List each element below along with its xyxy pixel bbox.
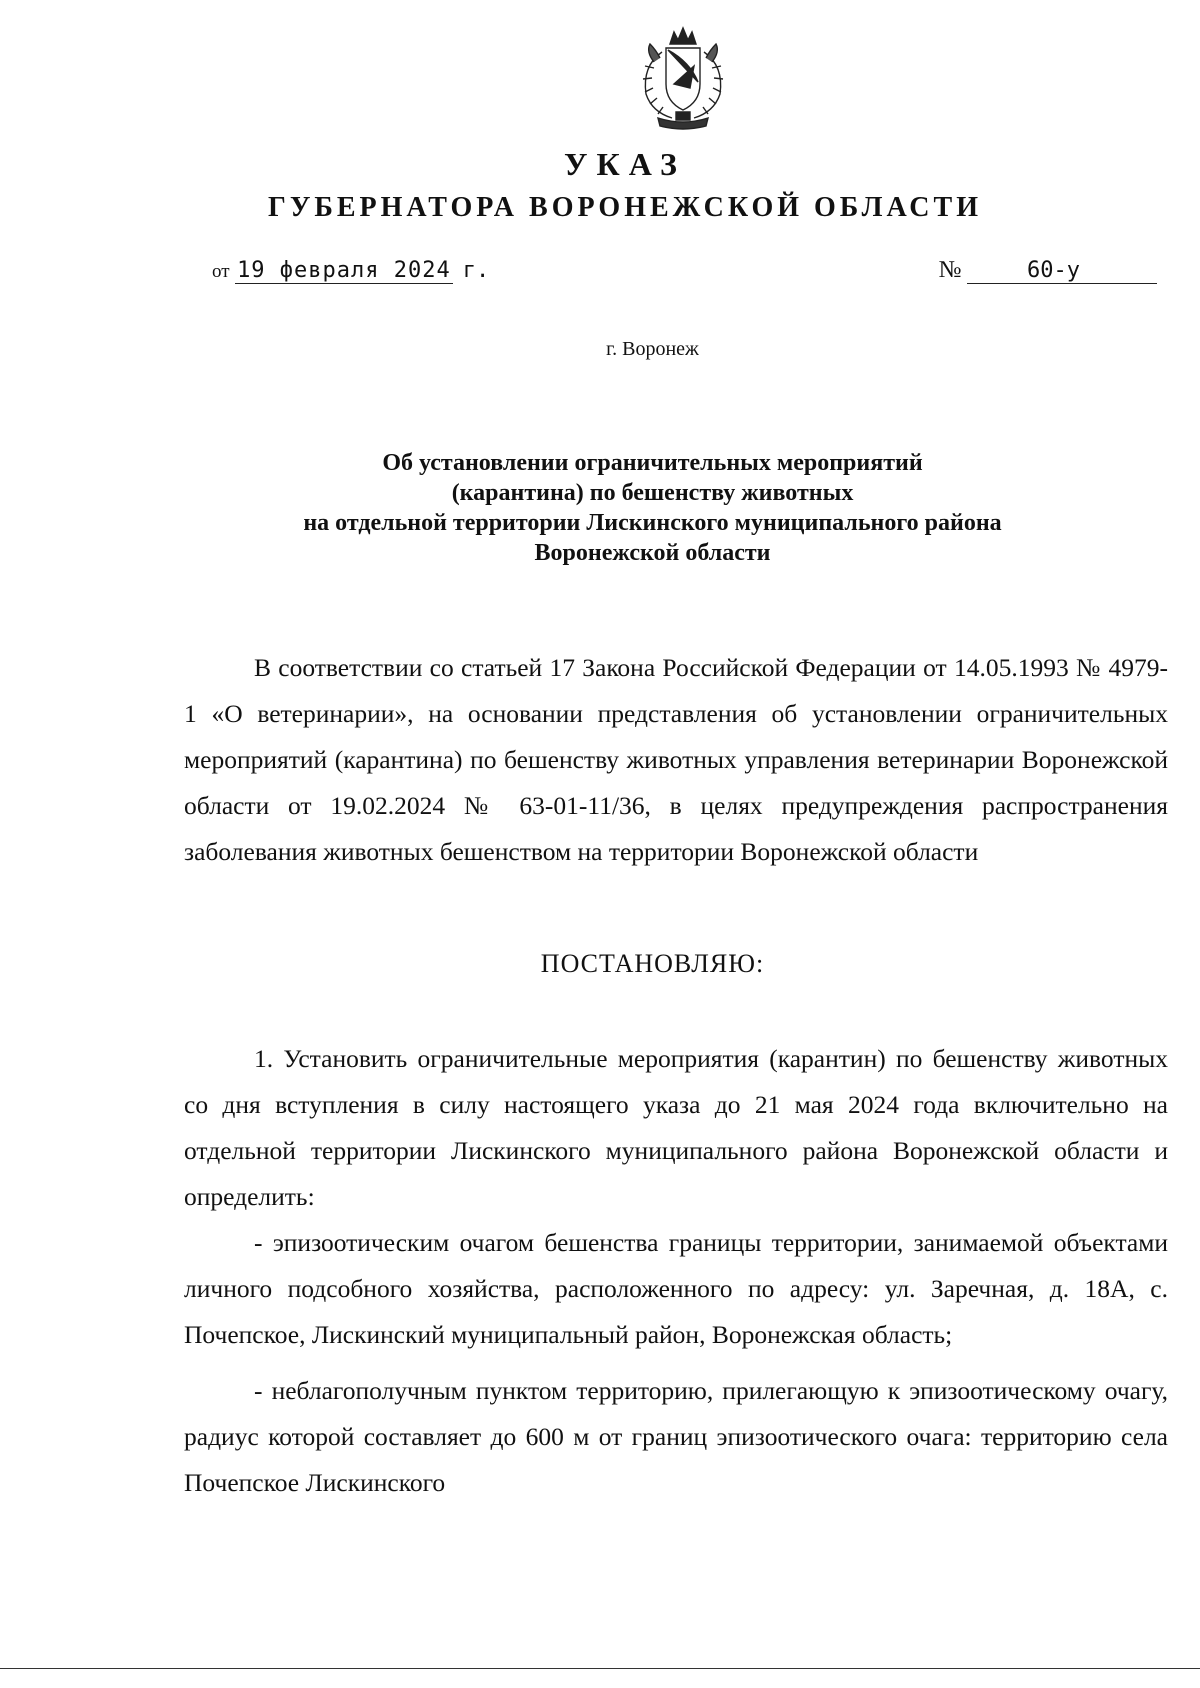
date-value: 19 февраля 2024 xyxy=(237,258,451,283)
document-number xyxy=(939,257,1157,284)
date-suffix: г. xyxy=(462,258,490,283)
heading-line: на отдельной территории Лискинского муниципального района xyxy=(303,510,1002,536)
date-number-row xyxy=(212,257,1157,297)
preamble-paragraph: В соответствии со статьей 17 Закона Российской Федерации от 14.05.1993 № 4979-1 «О ветеринарии», на основании представления об установлении ограничительных мероприятий (карантина) по бешенству животных управления ветеринарии Воронежской области от 19.02.2024 № 63-01-11/36, в целях предупреждения распространения заболевания животных бешенством на территории Воронежской области xyxy=(184,653,1168,866)
document-title: УКАЗ xyxy=(564,146,686,182)
date-prefix: от xyxy=(212,261,230,282)
heading-line: (карантина) по бешенству животных xyxy=(451,480,854,506)
page-bottom-rule xyxy=(0,1668,1200,1670)
document-heading xyxy=(0,448,1200,568)
decree-word: ПОСТАНОВЛЯЮ: xyxy=(540,949,765,978)
number-label: № xyxy=(938,257,962,283)
number-value: 60-у xyxy=(967,258,1157,284)
preamble-block xyxy=(184,645,1168,875)
decree-items xyxy=(184,1036,1168,1506)
item-paragraph: 1. Установить ограничительные мероприятия (карантин) по бешенству животных со дня вступления в силу настоящего указа до 21 мая 2024 года включительно на отдельной территории Лискинского муниципального района Воронежской области и определить: xyxy=(184,1044,1168,1211)
coat-of-arms-icon xyxy=(628,22,738,134)
document-date xyxy=(212,257,489,283)
heading-line: Об установлении ограничительных мероприятий xyxy=(382,450,923,476)
document-subtitle: ГУБЕРНАТОРА ВОРОНЕЖСКОЙ ОБЛАСТИ xyxy=(268,192,982,223)
item-paragraph: - эпизоотическим очагом бешенства границы территории, занимаемой объектами личного подсобного хозяйства, расположенного по адресу: ул. Заречная, д. 18А, с. Почепское, Лискинский муниципальный район, Воронежская область; xyxy=(184,1228,1168,1349)
heading-line: Воронежской области xyxy=(534,540,771,566)
item-paragraph: - неблагополучным пунктом территорию, прилегающую к эпизоотическому очагу, радиус которой составляет до 600 м от границ эпизоотического очага: территорию села Почепское Лискинского xyxy=(184,1376,1168,1497)
city-name: г. Воронеж xyxy=(606,338,699,360)
